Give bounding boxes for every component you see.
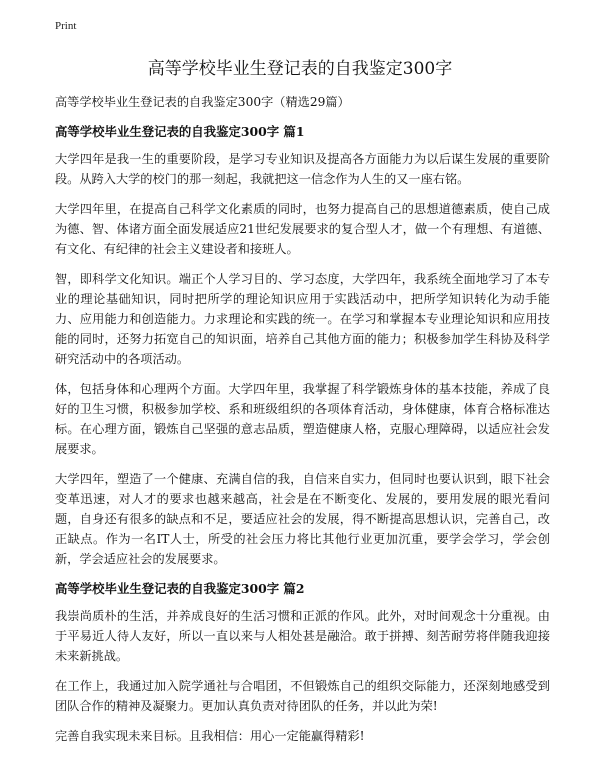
document-subtitle: 高等学校毕业生登记表的自我鉴定300字（精选29篇）	[55, 95, 350, 109]
section-heading-1: 高等学校毕业生登记表的自我鉴定300字 篇1	[55, 124, 305, 139]
print-link[interactable]: Print	[55, 20, 77, 32]
section-heading-2: 高等学校毕业生登记表的自我鉴定300字 篇2	[55, 581, 305, 596]
page-title: 高等学校毕业生登记表的自我鉴定300字	[147, 59, 453, 79]
paragraph: 智，即科学文化知识。端正个人学习目的、学习态度，大学四年，我系统全面地学习了本专业的理论基础知识，同时把所学的理论知识应用于实践活动中，把所学知识转化为动手能力、应用能力和创造能力。力求理论和实践的统一。在学习和掌握本专业理论知识和应用技能的同时，还努力拓宽自己的知识面，培养自己其他方面的能力；积极参加学生科协及科学研究活动中的各项活动。	[55, 272, 550, 366]
paragraph: 我崇尚质朴的生活，并养成良好的生活习惯和正派的作风。此外，对时间观念十分重视。由于平易近人待人友好，所以一直以来与人相处甚是融洽。敢于拼搏、刻苦耐劳将伴随我迎接未来新挑战。	[55, 609, 550, 663]
paragraph: 体，包括身体和心理两个方面。大学四年里，我掌握了科学锻炼身体的基本技能，养成了良好的卫生习惯，积极参加学校、系和班级组织的各项体育活动，身体健康，体育合格标准达标。在心理方面，锻炼自己坚强的意志品质，塑造健康人格，克服心理障碍，以适应社会发展要求。	[55, 382, 550, 456]
paragraph: 完善自我实现未来目标。且我相信：用心一定能赢得精彩!	[55, 729, 365, 743]
paragraph: 大学四年里，在提高自己科学文化素质的同时，也努力提高自己的思想道德素质，使自己成为德、智、体诸方面全面发展适应21世纪发展要求的复合型人才，做一个有理想、有道德、有文化、有纪律的社会主义建设者和接班人。	[55, 202, 550, 256]
document-body	[55, 92, 550, 756]
paragraph: 在工作上，我通过加入院学通社与合唱团，不但锻炼自己的组织交际能力，还深刻地感受到团队合作的精神及凝聚力。更加认真负责对待团队的任务，并以此为荣!	[55, 679, 550, 713]
paragraph: 大学四年，塑造了一个健康、充满自信的我，自信来自实力，但同时也要认识到，眼下社会变革迅速，对人才的要求也越来越高，社会是在不断变化、发展的，要用发展的眼光看问题，自身还有很多的缺点和不足，要适应社会的发展，得不断提高思想认识，完善自己，改正缺点。作为一名IT人士，所受的社会压力将比其他行业更加沉重，要学会学习，学会创新，学会适应社会的发展要求。	[55, 472, 550, 566]
paragraph: 大学四年是我一生的重要阶段，是学习专业知识及提高各方面能力为以后谋生发展的重要阶段。从跨入大学的校门的那一刻起，我就把这一信念作为人生的又一座右铭。	[55, 152, 550, 186]
